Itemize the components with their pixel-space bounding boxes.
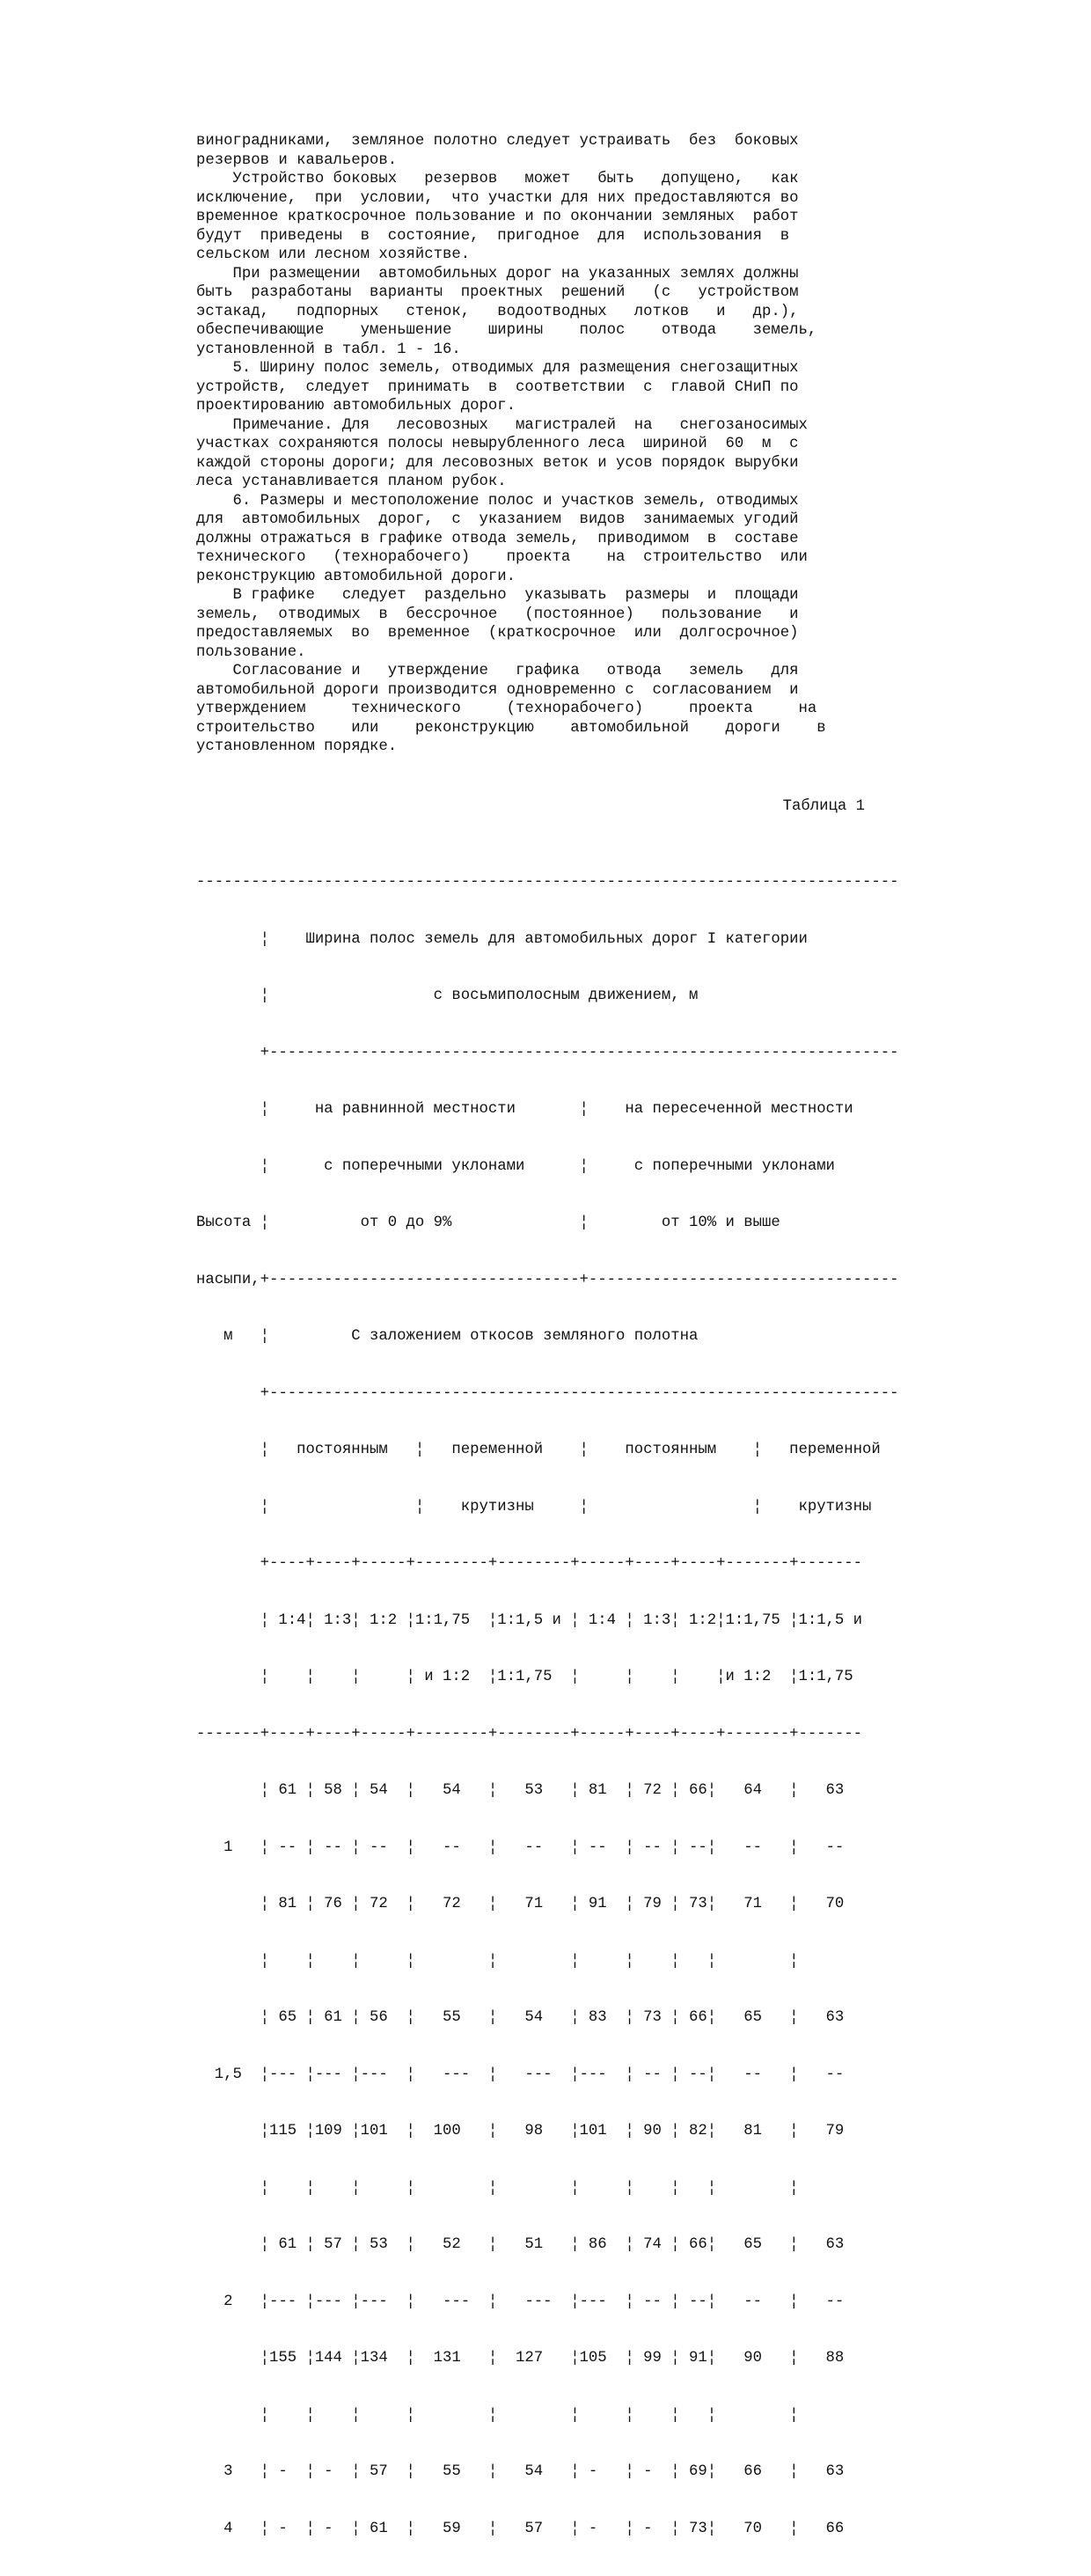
table-line: +--------------------------------------------------------------------- <box>196 1044 899 1061</box>
table-line: ----------------------------------------------------------------------------- <box>196 874 899 891</box>
table-line: ¦ ¦ ¦ ¦ и 1:2 ¦1:1,75 ¦ ¦ ¦ ¦и 1:2 ¦1:1,75 <box>196 1669 853 1685</box>
table-row: ¦115 ¦109 ¦101 ¦ 100 ¦ 98 ¦101 ¦ 90 ¦ 82¦ 81 ¦ 79 <box>196 2123 845 2139</box>
table-row: 1 ¦ -- ¦ -- ¦ -- ¦ -- ¦ -- ¦ -- ¦ -- ¦ --¦ -- ¦ -- <box>196 1838 845 1856</box>
table-row: ¦ 65 ¦ 61 ¦ 56 ¦ 55 ¦ 54 ¦ 83 ¦ 73 ¦ 66¦ 65 ¦ 63 <box>196 2009 845 2026</box>
table-line: -------+----+----+-----+--------+--------+-----+----+----+-------+------- <box>196 1725 863 1743</box>
table-row: ¦ ¦ ¦ ¦ ¦ ¦ ¦ ¦ ¦ ¦ <box>196 2179 799 2197</box>
table-line: ¦ с восьмиполосным движением, м <box>196 987 699 1004</box>
table-row: 1,5 ¦--- ¦--- ¦--- ¦ --- ¦ --- ¦--- ¦ -- ¦ --¦ -- ¦ -- <box>196 2066 845 2083</box>
table-row: ¦ ¦ ¦ ¦ ¦ ¦ ¦ ¦ ¦ ¦ <box>196 1952 799 1970</box>
table-row: ¦ 61 ¦ 58 ¦ 54 ¦ 54 ¦ 53 ¦ 81 ¦ 72 ¦ 66¦ 64 ¦ 63 <box>196 1782 845 1799</box>
table-line: ¦ 1:4¦ 1:3¦ 1:2 ¦1:1,75 ¦1:1,5 и ¦ 1:4 ¦ 1:3¦ 1:2¦1:1,75 ¦1:1,5 и <box>196 1611 863 1629</box>
table-line: м ¦ С заложением откосов земляного полотна <box>196 1328 699 1345</box>
table-line: насыпи,+----------------------------------+---------------------------------- <box>196 1271 899 1288</box>
table-row: ¦ ¦ ¦ ¦ ¦ ¦ ¦ ¦ ¦ ¦ <box>196 2406 799 2424</box>
land-width-table <box>196 835 926 2576</box>
table-line: ¦ на равнинной местности ¦ на пересеченной местности <box>196 1101 853 1118</box>
table-row: ¦ 81 ¦ 76 ¦ 72 ¦ 72 ¦ 71 ¦ 91 ¦ 79 ¦ 73¦ 71 ¦ 70 <box>196 1896 845 1912</box>
table-line: ¦ Ширина полос земель для автомобильных дорог I категории <box>196 930 808 948</box>
table-row: ¦155 ¦144 ¦134 ¦ 131 ¦ 127 ¦105 ¦ 99 ¦ 91¦ 90 ¦ 88 <box>196 2350 845 2367</box>
table-row: 4 ¦ - ¦ - ¦ 61 ¦ 59 ¦ 57 ¦ - ¦ - ¦ 73¦ 70 ¦ 66 <box>196 2520 845 2537</box>
table-caption: Таблица 1 <box>782 798 865 815</box>
table-line: +----+----+-----+--------+--------+-----+----+----+-------+------- <box>196 1555 863 1572</box>
body-text: виноградниками, земляное полотно следует устраивать без боковых резервов и кавальеров. Устройство боковых резервов может быть допущено, как исключение, при условии, что участки для них предоставляются во временное краткосрочное пользование и по окончании земляных работ будут приведены в состояние, пригодное для использования в сельском или лесном хозяйстве. При размещении автомобильных дорог на указанных землях должны быть разработаны варианты проектных решений (с устройством эстакад, подпорных стенок, водоотводных лотков и др.), обеспечивающие уменьшение ширины полос отвода земель, установленной в табл. 1 - 16. 5. Ширину полос земель, отводимых для размещения снегозащитных устройств, следует принимать в соответствии с главой СНиП по проектированию автомобильных дорог. Примечание. Для лесовозных магистралей на снегозаносимых участках сохраняются полосы невырубленного леса шириной 60 м с каждой стороны дороги; для лесовозных веток и усов порядок вырубки леса устанавливается планом рубок. 6. Размеры и местоположение полос и участков земель, отводимых для автомобильных дорог, с указанием видов занимаемых угодий должны отражаться в графике отвода земель, приводимом в составе технического (технорабочего) проекта на строительство или реконструкцию автомобильной дороги. В графике следует раздельно указывать размеры и площади земель, отводимых в бессрочное (постоянное) пользование и предоставляемых во временное (краткосрочное или долгосрочное) пользование. Согласование и утверждение графика отвода земель для автомобильной дороги производится одновременно с согласованием и утверждением технического (технорабочего) проекта на строительство или реконструкцию автомобильной дороги в установленном порядке. <box>196 133 826 755</box>
table-row: ¦ 61 ¦ 57 ¦ 53 ¦ 52 ¦ 51 ¦ 86 ¦ 74 ¦ 66¦ 65 ¦ 63 <box>196 2236 845 2253</box>
table-row: 2 ¦--- ¦--- ¦--- ¦ --- ¦ --- ¦--- ¦ -- ¦ --¦ -- ¦ -- <box>196 2293 845 2310</box>
table-line: ¦ с поперечными уклонами ¦ с поперечными уклонами <box>196 1157 835 1175</box>
table-line: Высота ¦ от 0 до 9% ¦ от 10% и выше <box>196 1215 780 1231</box>
table-line: +--------------------------------------------------------------------- <box>196 1384 899 1402</box>
table-row: 3 ¦ - ¦ - ¦ 57 ¦ 55 ¦ 54 ¦ - ¦ - ¦ 69¦ 66 ¦ 63 <box>196 2463 845 2480</box>
table-line: ¦ ¦ крутизны ¦ ¦ крутизны <box>196 1498 872 1516</box>
table-line: ¦ постоянным ¦ переменной ¦ постоянным ¦ переменной <box>196 1442 881 1458</box>
